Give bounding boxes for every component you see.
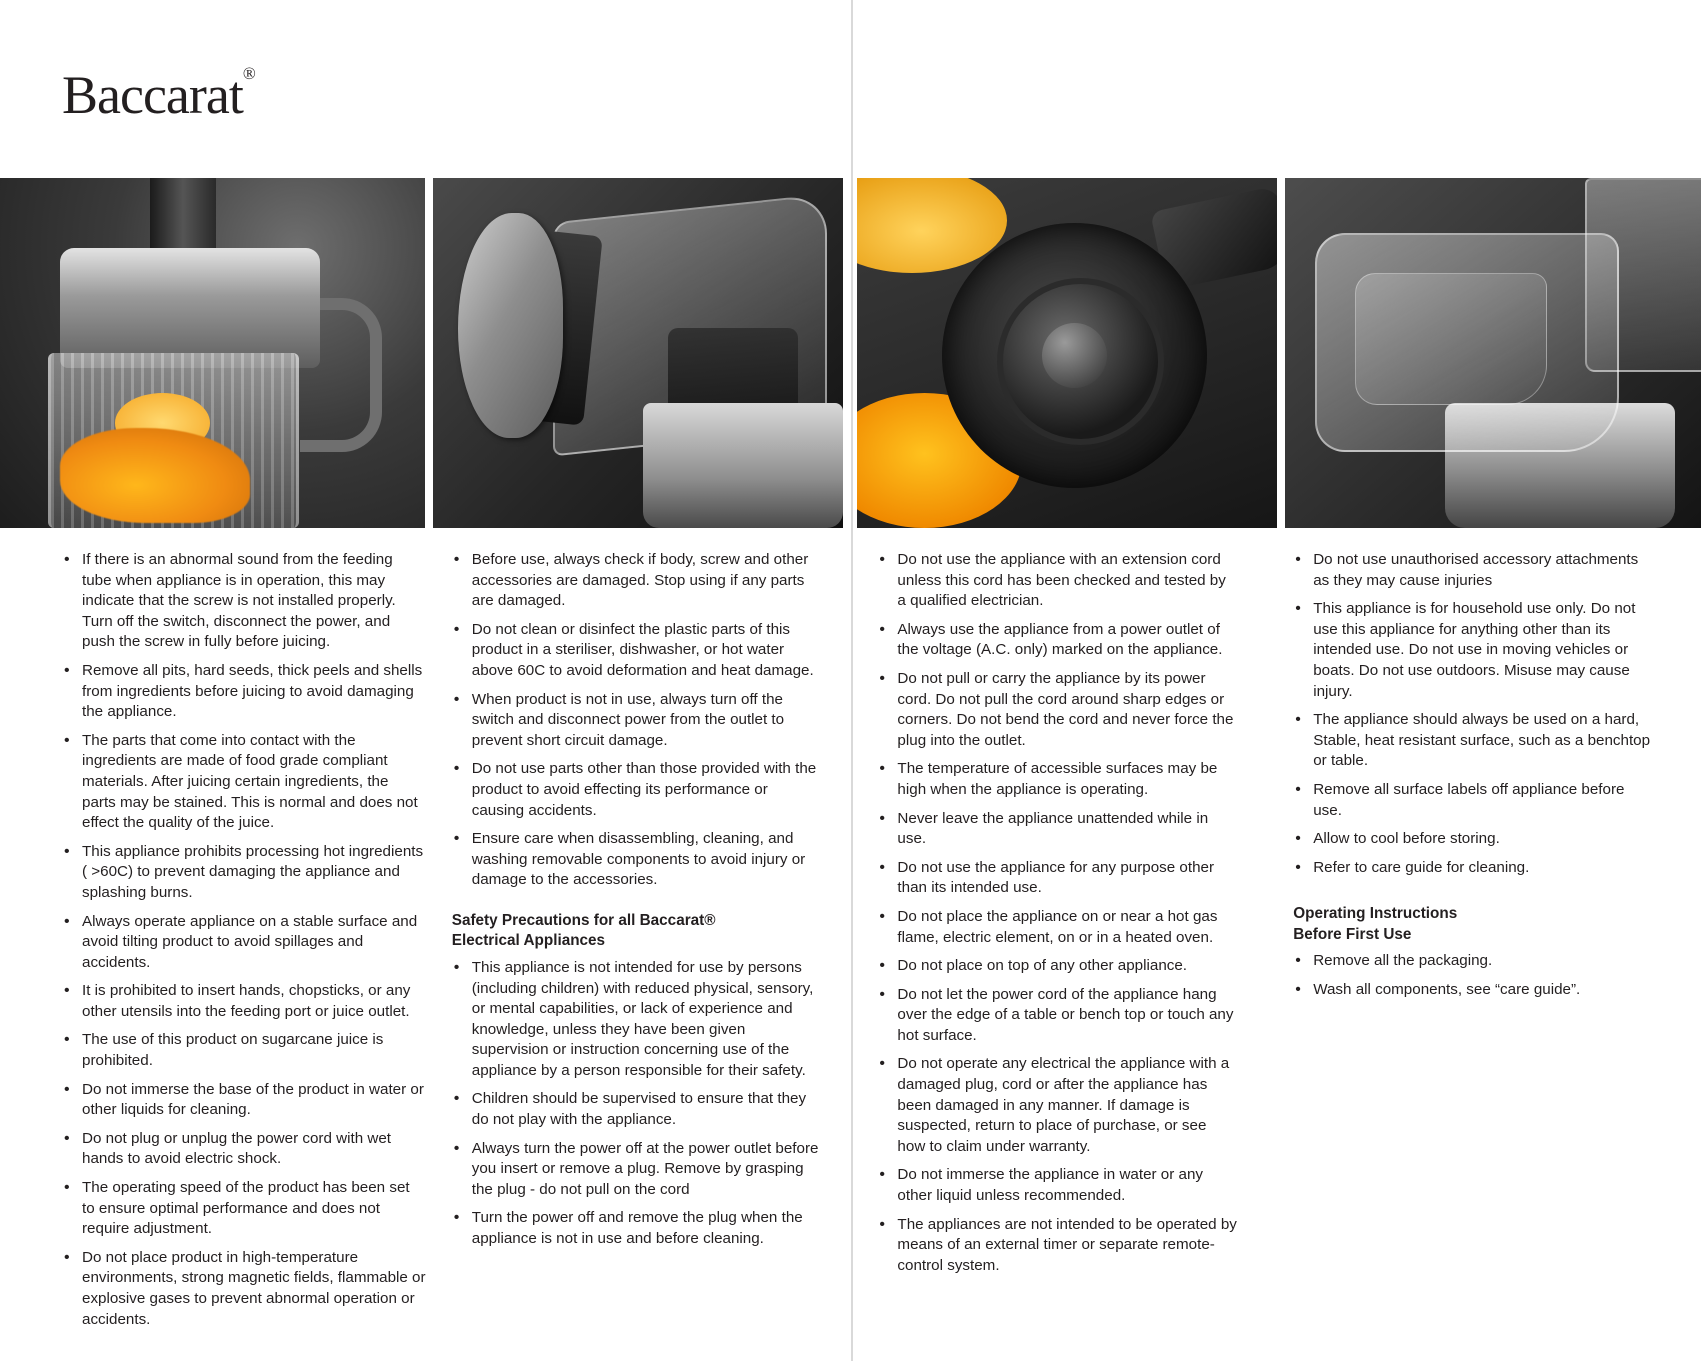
column-4 xyxy=(1255,550,1671,1361)
product-photo-chute xyxy=(1285,178,1701,528)
column-2-bullet-list-bottom xyxy=(452,958,822,1250)
list-item: • The use of this product on sugarcane juice is prohibited. xyxy=(62,1030,426,1071)
list-item: • Allow to cool before storing. xyxy=(1293,829,1653,850)
photo-gap-1 xyxy=(425,178,433,528)
list-item: • Do not use the appliance with an extension cord unless this cord has been checked and tested by a qualified electrician. xyxy=(877,550,1237,612)
list-item: • Do not let the power cord of the appliance hang over the edge of a table or bench top or touch any hot surface. xyxy=(877,985,1237,1047)
list-item: • Do not use parts other than those provided with the product to avoid effecting its performance or causing accidents. xyxy=(452,759,822,821)
list-item: • Do not plug or unplug the power cord with wet hands to avoid electric shock. xyxy=(62,1129,426,1170)
before-first-use-heading: Before First Use xyxy=(1293,925,1412,943)
brand-logo xyxy=(62,64,255,126)
list-item: • When product is not in use, always turn off the switch and disconnect power from the outlet to prevent short circuit damage. xyxy=(452,690,822,752)
product-photo-feeding-tube xyxy=(0,178,425,528)
column-1 xyxy=(30,550,444,1361)
list-item: • The temperature of accessible surfaces may be high when the appliance is operating. xyxy=(877,759,1237,800)
list-item: • This appliance prohibits processing hot ingredients ( >60C) to prevent damaging the appliance and splashing burns. xyxy=(62,842,426,904)
list-item: • Do not place product in high-temperature environments, strong magnetic fields, flammable or explosive gases to prevent abnormal operation or accidents. xyxy=(62,1248,426,1330)
column-4-bullet-list-bottom xyxy=(1293,951,1653,1000)
list-item: • The appliances are not intended to be operated by means of an external timer or separate remote-control system. xyxy=(877,1215,1237,1277)
operating-instructions-heading-line1: Operating Instructions xyxy=(1293,905,1458,923)
column-1-bullet-list xyxy=(62,550,426,1330)
photo4-chute-inner xyxy=(1355,273,1547,405)
list-item: • Children should be supervised to ensure that they do not play with the appliance. xyxy=(452,1089,822,1130)
column-2 xyxy=(444,550,840,1361)
column-2-bullet-list-top xyxy=(452,550,822,891)
photo2-base xyxy=(643,403,843,528)
list-item: • This appliance is for household use only. Do not use this appliance for anything other than its intended use. Do not use in moving vehicles or boats. Do not use outdoors. Misuse may cause injury. xyxy=(1293,599,1653,702)
safety-precautions-heading-line2: Electrical Appliances xyxy=(451,932,606,950)
safety-precautions-heading xyxy=(452,911,822,952)
list-item: • Do not immerse the appliance in water or any other liquid unless recommended. xyxy=(877,1165,1237,1206)
list-item: • Do not clean or disinfect the plastic parts of this product in a steriliser, dishwasher, or hot water above 60C to avoid deformation and heat damage. xyxy=(452,620,822,682)
list-item: • Do not operate any electrical the appliance with a damaged plug, cord or after the appliance has been damaged in any manner. If damage is suspected, return to place of purchase, or see how to claim under warranty. xyxy=(877,1054,1237,1157)
list-item: • Before use, always check if body, screw and other accessories are damaged. Stop using if any parts are damaged. xyxy=(452,550,822,612)
brand-registered-mark: ® xyxy=(242,63,255,83)
list-item: • Turn the power off and remove the plug when the appliance is not in use and before cleaning. xyxy=(452,1208,822,1249)
list-item: • Do not use unauthorised accessory attachments as they may cause injuries xyxy=(1293,550,1653,591)
product-photo-lid-paddle xyxy=(433,178,843,528)
photo1-body xyxy=(60,248,320,368)
list-item: • Do not place on top of any other appliance. xyxy=(877,956,1237,977)
column-3-bullet-list xyxy=(877,550,1237,1276)
list-item: • Refer to care guide for cleaning. xyxy=(1293,858,1653,879)
list-item: • This appliance is not intended for use by persons (including children) with reduced physical, sensory, or mental capabilities, or lack of experience and knowledge, unless they have been given supervision or instruction concerning use of the appliance by a person responsible for their safety. xyxy=(452,958,822,1082)
photo-gap-2 xyxy=(843,178,857,528)
safety-precautions-heading-line1: Safety Precautions for all Baccarat® xyxy=(451,911,716,929)
page-header xyxy=(0,0,1701,178)
list-item: • Do not use the appliance for any purpose other than its intended use. xyxy=(877,858,1237,899)
list-item: • Remove all surface labels off appliance before use. xyxy=(1293,780,1653,821)
list-item: • Remove all the packaging. xyxy=(1293,951,1653,972)
list-item: • The parts that come into contact with the ingredients are made of food grade compliant materials. After juicing certain ingredients, the parts may be stained. This is normal and does not effect the quality of the juice. xyxy=(62,731,426,834)
photo3-hub xyxy=(1042,323,1107,388)
list-item: • The operating speed of the product has been set to ensure optimal performance and does not require adjustment. xyxy=(62,1178,426,1240)
photo-gap-3 xyxy=(1277,178,1285,528)
list-item: • Always turn the power off at the power outlet before you insert or remove a plug. Remove by grasping the plug - do not pull on the cord xyxy=(452,1139,822,1201)
list-item: • Always operate appliance on a stable surface and avoid tilting product to avoid spillages and accidents. xyxy=(62,912,426,974)
photo2-paddle xyxy=(458,213,563,438)
product-photo-top-view xyxy=(857,178,1277,528)
list-item: • Ensure care when disassembling, cleaning, and washing removable components to avoid injury or damage to the accessories. xyxy=(452,829,822,891)
page-gutter-line xyxy=(851,0,853,1361)
operating-instructions-heading xyxy=(1293,904,1653,945)
brand-name: Baccarat xyxy=(62,65,243,125)
list-item: • Do not immerse the base of the product in water or other liquids for cleaning. xyxy=(62,1080,426,1121)
list-item: • Always use the appliance from a power outlet of the voltage (A.C. only) marked on the appliance. xyxy=(877,620,1237,661)
list-item: • Never leave the appliance unattended while in use. xyxy=(877,809,1237,850)
column-3 xyxy=(839,550,1255,1361)
list-item: • Do not place the appliance on or near a hot gas flame, electric element, on or in a heated oven. xyxy=(877,907,1237,948)
column-4-bullet-list-top xyxy=(1293,550,1653,878)
list-item: • If there is an abnormal sound from the feeding tube when appliance is in operation, this may indicate that the screw is not installed properly. Turn off the switch, disconnect the power, and push the screw in fully before juicing. xyxy=(62,550,426,653)
list-item: • It is prohibited to insert hands, chopsticks, or any other utensils into the feeding port or juice outlet. xyxy=(62,981,426,1022)
list-item: • Remove all pits, hard seeds, thick peels and shells from ingredients before juicing to avoid damaging the appliance. xyxy=(62,661,426,723)
list-item: • Wash all components, see “care guide”. xyxy=(1293,980,1653,1001)
list-item: • Do not pull or carry the appliance by its power cord. Do not pull the cord around sharp edges or corners. Do not bend the cord and never force the plug into the outlet. xyxy=(877,669,1237,751)
list-item: • The appliance should always be used on a hard, Stable, heat resistant surface, such as a benchtop or table. xyxy=(1293,710,1653,772)
